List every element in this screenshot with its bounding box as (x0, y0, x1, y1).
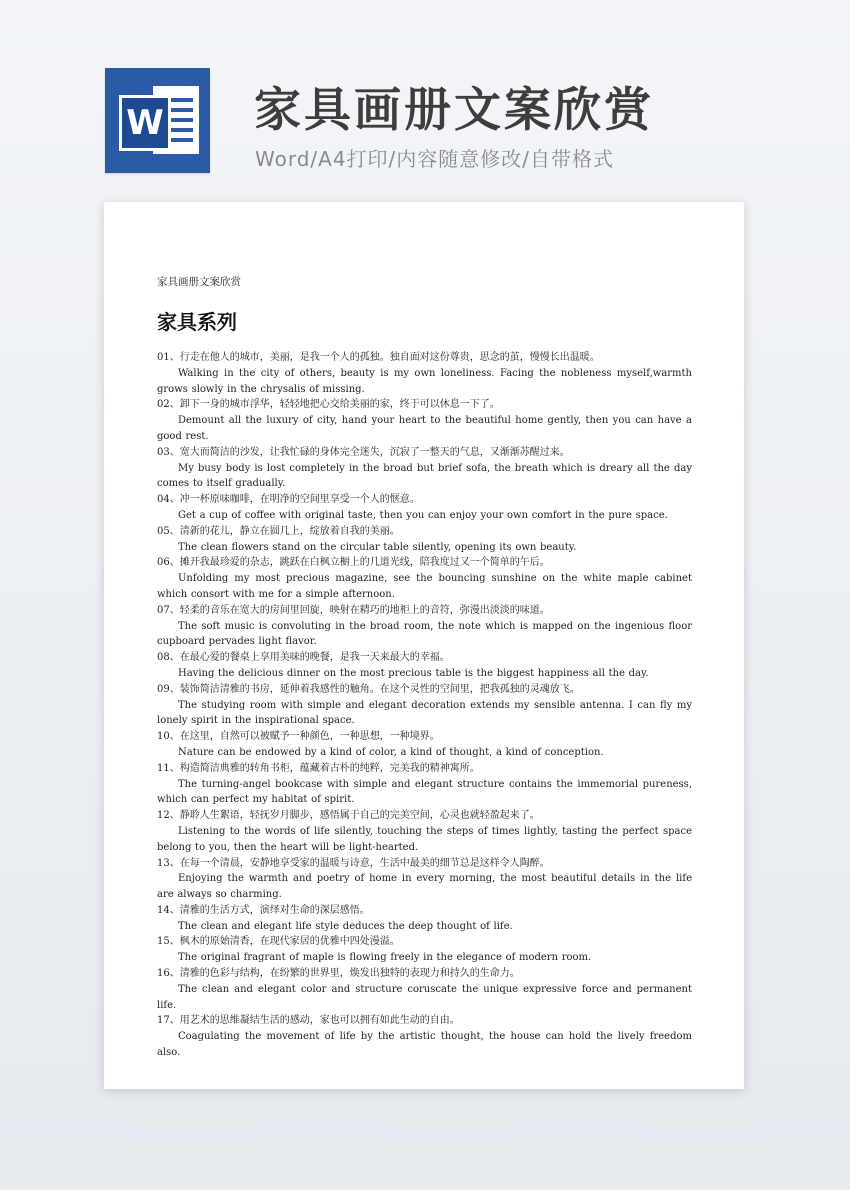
entry-english-text: The clean and elegant life style deduces the deep thought of life. (178, 920, 513, 932)
entry-english-text: The soft music is convoluting in the broad room, the note which is mapped on the ingenious floor cupboard pervades light flavor. (157, 620, 692, 648)
list-item (157, 966, 692, 1013)
banner-subtitle: Word/A4打印/内容随意修改/自带格式 (255, 147, 615, 171)
document-page (104, 202, 744, 1089)
word-app-icon (105, 68, 210, 173)
entry-english-text: Walking in the city of others, beauty is my own loneliness. Facing the nobleness myself,warmth grows slowly in the chrysalis of missing. (157, 367, 692, 395)
word-letter-badge: W (119, 95, 171, 151)
entry-english-text: Listening to the words of life silently, touching the steps of times lightly, tasting the perfect space belong to you, then the heart will be light-hearted. (157, 825, 692, 853)
entry-english-text: My busy body is lost completely in the broad but brief sofa, the breath which is dreary all the day comes to itself gradually. (157, 462, 692, 490)
entry-chinese-text: 04、冲一杯原味咖啡，在明净的空间里享受一个人的惬意。 (157, 494, 420, 506)
entry-english-text: The clean flowers stand on the circular table silently, opening its own beauty. (178, 541, 577, 553)
entry-chinese-text: 15、枫木的原始清香，在现代家居的优雅中四处漫溢。 (157, 936, 400, 948)
entry-english-text: The studying room with simple and elegant decoration extends my sensible antenna. I can fly my lonely spirit in the inspirational space. (157, 699, 692, 727)
list-item (157, 397, 692, 444)
entry-chinese-text: 01、行走在他人的城市，美丽，是我一个人的孤独。独自面对这份尊贵，思念的茧，慢慢长出温暖。 (157, 352, 600, 363)
document-title: 家具系列 (157, 310, 237, 334)
list-item (157, 445, 692, 492)
entry-chinese-text: 06、摊开我最珍爱的杂志，跳跃在白枫立橱上的几道光线，陪我度过又一个简单的午后。 (157, 557, 550, 569)
list-item (157, 524, 692, 556)
entry-english-text: Coagulating the movement of life by the artistic thought, the house can hold the lively freedom also. (157, 1031, 692, 1059)
list-item (157, 492, 692, 524)
document-running-header: 家具画册文案欣赏 (157, 276, 241, 288)
entry-english-text: Having the delicious dinner on the most precious table is the biggest happiness all the day. (178, 667, 649, 679)
entry-chinese-text: 16、清雅的色彩与结构，在纷繁的世界里，焕发出独特的表现力和持久的生命力。 (157, 968, 520, 980)
list-item (157, 603, 692, 650)
entry-chinese-text: 17、用艺术的思维凝结生活的感动，家也可以拥有如此生动的自由。 (157, 1015, 460, 1027)
list-item (157, 808, 692, 855)
list-item (157, 729, 692, 761)
entry-chinese-text: 09、装饰简洁清雅的书房，延伸着我感性的触角。在这个灵性的空间里，把我孤独的灵魂放飞。 (157, 683, 580, 695)
entry-chinese-text: 14、清雅的生活方式，演绎对生命的深层感悟。 (157, 904, 370, 916)
list-item (157, 650, 692, 682)
entry-english-text: Nature can be endowed by a kind of color, a kind of thought, a kind of conception. (178, 746, 604, 758)
list-item (157, 555, 692, 602)
list-item (157, 761, 692, 808)
entry-english-text: Unfolding my most precious magazine, see the bouncing sunshine on the white maple cabinet which consort with me for a simple afternoon. (157, 573, 692, 600)
list-item (157, 350, 692, 397)
entry-chinese-text: 10、在这里，自然可以被赋予一种颜色，一种思想，一种境界。 (157, 731, 440, 743)
entry-english-text: The turning-angel bookcase with simple and elegant structure contains the immemorial pureness, which can perfect my habitat of spirit. (157, 778, 692, 806)
entry-chinese-text: 05、清新的花儿，静立在圆几上，绽放着自我的美丽。 (157, 525, 400, 537)
entry-list (157, 350, 692, 1061)
entry-chinese-text: 07、轻柔的音乐在宽大的房间里回旋，映射在精巧的地柜上的音符，弥漫出淡淡的味道。 (157, 604, 550, 616)
entry-chinese-text: 12、静聆人生絮语，轻抚岁月脚步，感悟属于自己的完美空间，心灵也就轻盈起来了。 (157, 810, 540, 822)
entry-english-text: The original fragrant of maple is flowing freely in the elegance of modern room. (178, 952, 592, 964)
entry-chinese-text: 02、卸下一身的城市浮华，轻轻地把心交给美丽的家，终于可以休息一下了。 (157, 399, 500, 411)
list-item (157, 934, 692, 966)
list-item (157, 856, 692, 903)
entry-chinese-text: 03、宽大而简洁的沙发，让我忙碌的身体完全迷失，沉寂了一整天的气息，又渐渐苏醒过来。 (157, 446, 570, 458)
list-item (157, 903, 692, 935)
banner-title: 家具画册文案欣赏 (254, 83, 654, 138)
entry-chinese-text: 11、构造简洁典雅的转角书柜，蕴藏着古朴的纯粹，完美我的精神寓所。 (157, 762, 480, 774)
list-item (157, 1013, 692, 1060)
entry-english-text: Enjoying the warmth and poetry of home in every morning, the most beautiful details in the life are always so charming. (157, 873, 692, 901)
entry-english-text: Get a cup of coffee with original taste, then you can enjoy your own comfort in the pure space. (178, 509, 668, 521)
entry-chinese-text: 08、在最心爱的餐桌上享用美味的晚餐，是我一天来最大的幸福。 (157, 652, 450, 664)
list-item (157, 682, 692, 729)
entry-chinese-text: 13、在每一个清晨，安静地享受家的温暖与诗意，生活中最美的细节总是这样令人陶醉。 (157, 857, 550, 869)
entry-english-text: Demount all the luxury of city, hand your heart to the beautiful home gently, then you can have a good rest. (157, 415, 692, 442)
entry-english-text: The clean and elegant color and structure coruscate the unique expressive force and permanent life. (157, 983, 692, 1011)
